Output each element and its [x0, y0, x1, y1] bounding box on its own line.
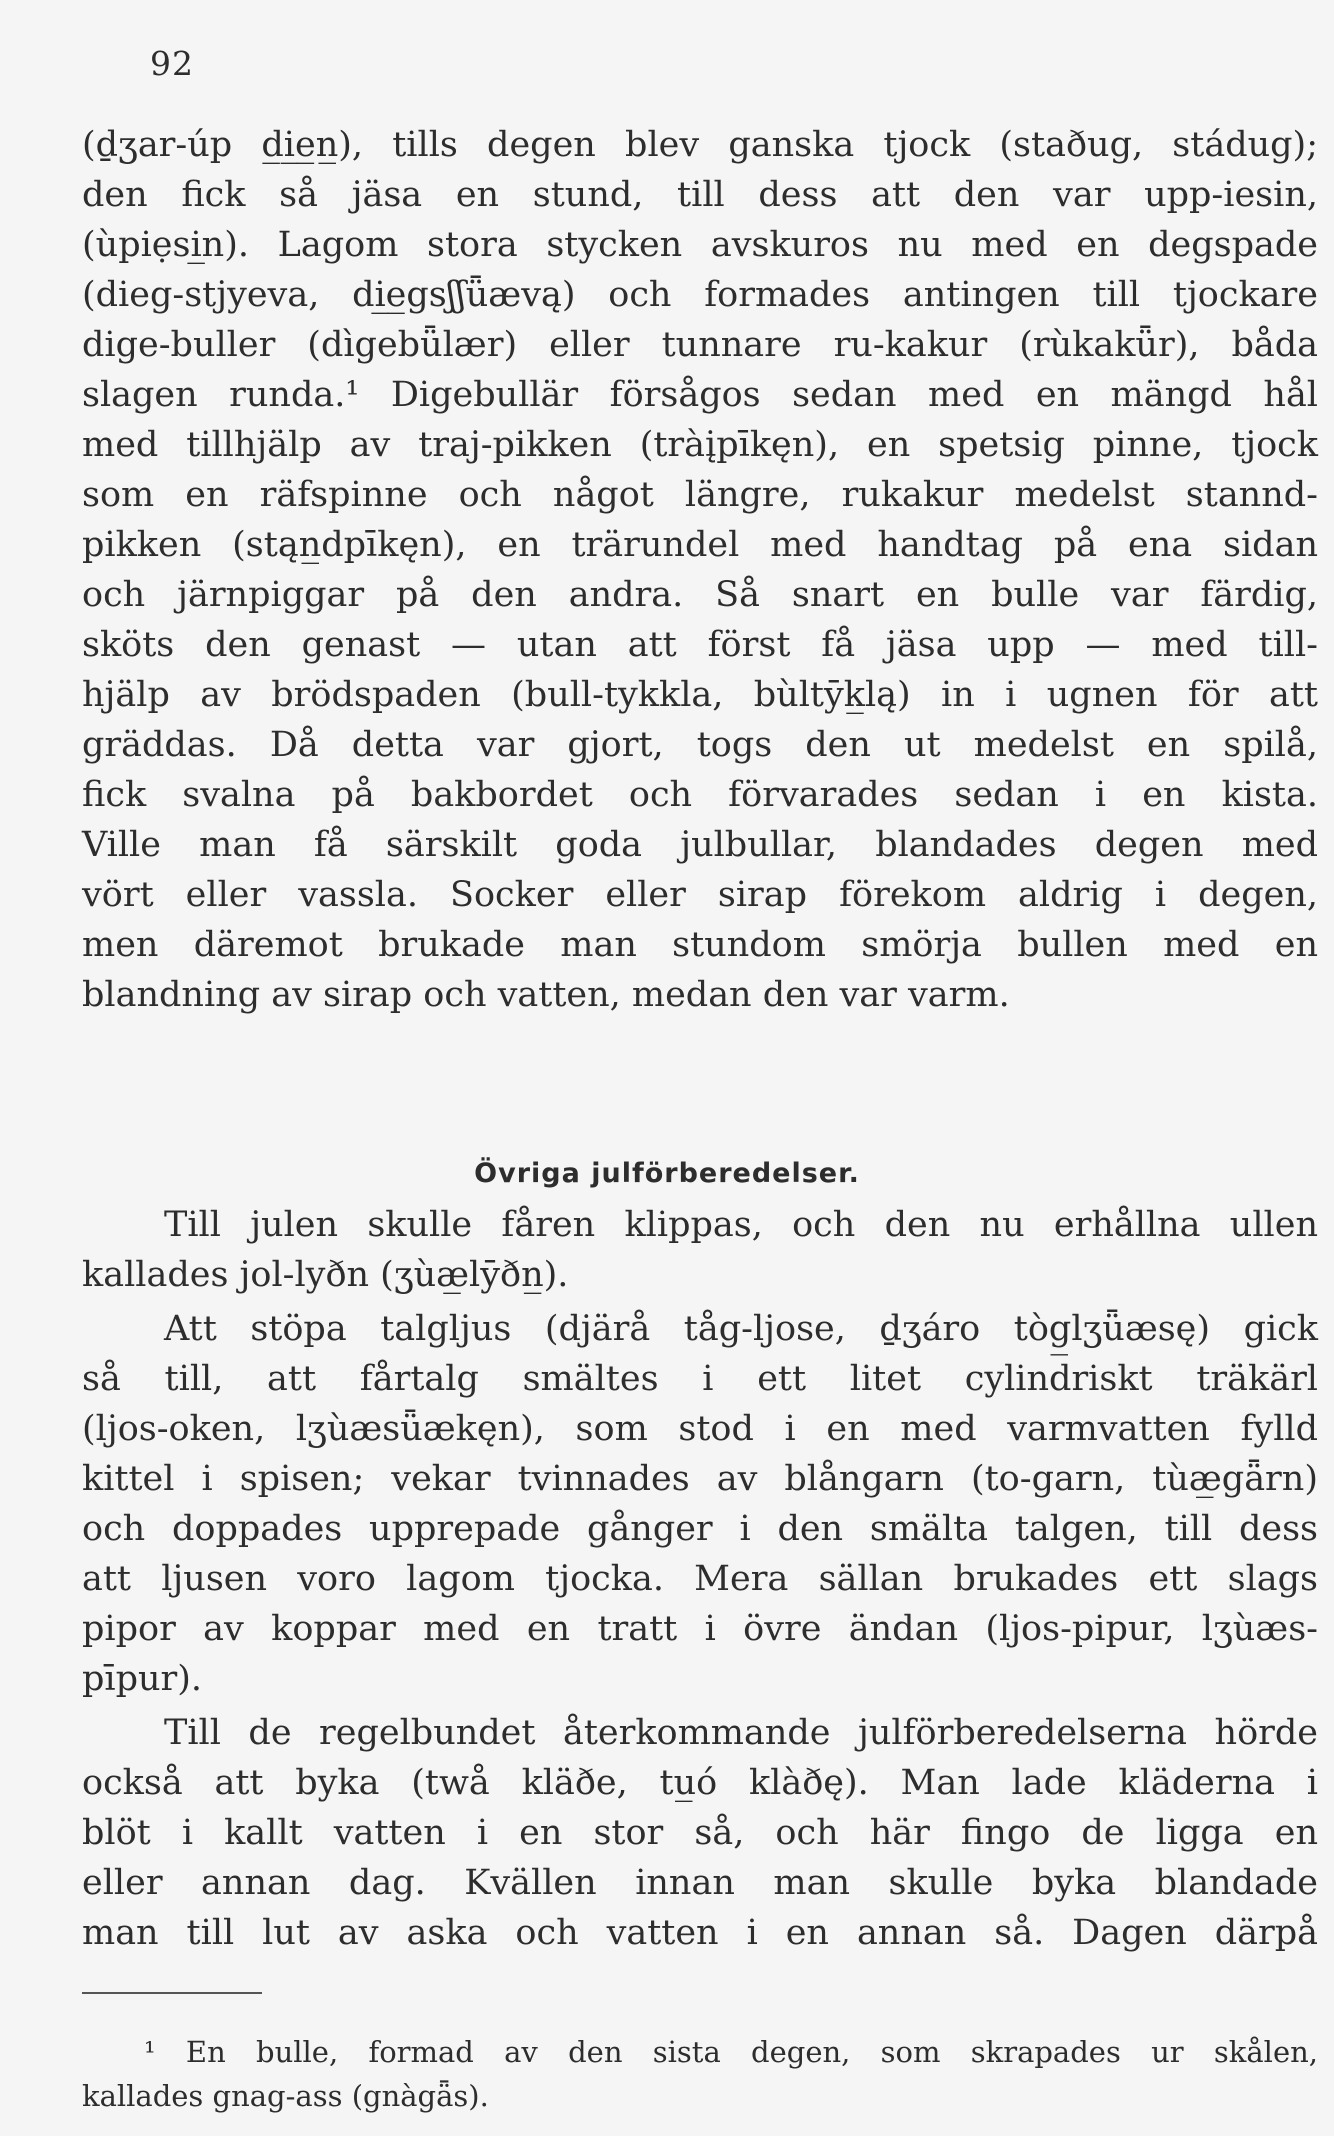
- section-heading: Övriga julförberedelser.: [474, 1158, 860, 1189]
- text-line: Att stöpa talgljus (djärå tåg-ljose, ḏʒáro tòg̲lʒǖæsę) gick: [164, 1309, 1318, 1349]
- text-line: pipor av koppar med en tratt i övre ändan (ljos-pipur, lʒùæs-: [82, 1609, 1318, 1649]
- text-line: som en räfspinne och något längre, rukakur medelst stannd-: [82, 475, 1318, 515]
- paragraph-candle-making: [82, 1304, 1318, 1704]
- text-line: pīpur).: [82, 1659, 203, 1699]
- text-line: Till julen skulle fåren klippas, och den nu erhållna ullen: [164, 1205, 1318, 1245]
- text-line: Ville man få särskilt goda julbullar, blandades degen med: [82, 825, 1318, 865]
- text-line: Till de regelbundet återkommande julförberedelserna hörde: [164, 1713, 1318, 1753]
- text-line: också att byka (twå kläðe, tu̲ó klàðę). Man lade kläderna i: [82, 1763, 1318, 1803]
- page-number: 92: [150, 44, 194, 83]
- footnote-divider: [82, 1992, 262, 1994]
- text-line: fick svalna på bakbordet och förvarades sedan i en kista.: [82, 775, 1318, 815]
- text-line: blöt i kallt vatten i en stor så, och här fingo de ligga en: [82, 1813, 1318, 1853]
- text-line: och doppades upprepade gånger i den smälta talgen, till dess: [82, 1509, 1318, 1549]
- text-line: slagen runda.¹ Digebullär försågos sedan med en mängd hål: [82, 375, 1318, 415]
- footnote: [82, 2030, 1318, 2118]
- text-line: med tillhjälp av traj-pikken (tràįpīkęn), en spetsig pinne, tjock: [82, 425, 1318, 465]
- text-line: pikken (stąn̲dpīkęn), en trärundel med handtag på ena sidan: [82, 525, 1318, 565]
- text-line: den fick så jäsa en stund, till dess att den var upp-iesin,: [82, 175, 1318, 215]
- text-line: men däremot brukade man stundom smörja bullen med en: [82, 925, 1318, 965]
- text-line: och järnpiggar på den andra. Så snart en bulle var färdig,: [82, 575, 1318, 615]
- text-line: att ljusen voro lagom tjocka. Mera sällan brukades ett slags: [82, 1559, 1318, 1599]
- text-line: man till lut av aska och vatten i en annan så. Dagen därpå: [82, 1913, 1318, 1953]
- text-line: kittel i spisen; vekar tvinnades av blångarn (to-garn, tùæ̲gǟrn): [82, 1459, 1318, 1499]
- paragraph-sheep-shearing: [82, 1200, 1318, 1300]
- text-line: gräddas. Då detta var gjort, togs den ut medelst en spilå,: [82, 725, 1318, 765]
- text-line: blandning av sirap och vatten, medan den var varm.: [82, 975, 1010, 1015]
- text-line: vört eller vassla. Socker eller sirap förekom aldrig i degen,: [82, 875, 1318, 915]
- text-line: dige-buller (dìgebǖlær) eller tunnare ru-kakur (rùkakǖr), båda: [82, 325, 1318, 365]
- text-line: (ùpiẹsi̲n). Lagom stora stycken avskuros nu med en degspade: [82, 225, 1318, 265]
- text-line: sköts den genast — utan att först få jäsa upp — med till-: [82, 625, 1318, 665]
- text-line: (ljos-oken, lʒùæsǖækęn), som stod i en med varmvatten fylld: [82, 1409, 1318, 1449]
- text-line: (ḏʒar-úp d̲i̲e̲n̲), tills degen blev ganska tjock (staðug, stádug);: [82, 125, 1318, 165]
- footnote-line: kallades gnag-ass (gnàgǟs).: [82, 2079, 489, 2113]
- footnote-line: ¹ En bulle, formad av den sista degen, som skrapades ur skålen,: [144, 2035, 1318, 2069]
- text-line: kallades jol-lyðn (ʒùæ̲lȳðn̲).: [82, 1255, 569, 1295]
- text-line: (dieg-stjyeva, di̲e̲gsʃʃǖævą) och formades antingen till tjockare: [82, 275, 1318, 315]
- text-line: hjälp av brödspaden (bull-tykkla, bùltȳk̲lą) in i ugnen för att: [82, 675, 1318, 715]
- paragraph-bun-baking: [82, 120, 1318, 1020]
- text-line: eller annan dag. Kvällen innan man skulle byka blandade: [82, 1863, 1318, 1903]
- text-line: så till, att fårtalg smältes i ett litet cylindriskt träkärl: [82, 1359, 1318, 1399]
- paragraph-laundry: [82, 1708, 1318, 1958]
